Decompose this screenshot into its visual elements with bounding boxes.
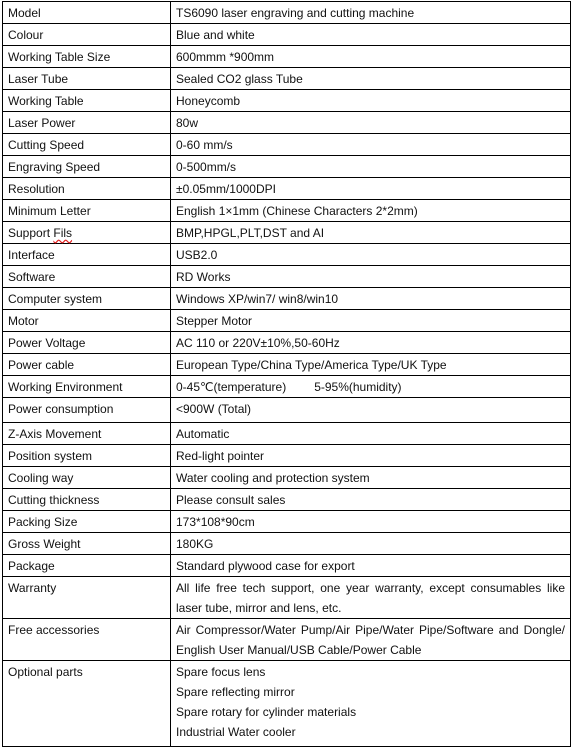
table-row: [3, 555, 571, 577]
table-row: [3, 332, 571, 354]
spec-label: Power consumption: [3, 398, 171, 423]
table-row: [3, 398, 571, 423]
spec-label: Colour: [3, 24, 171, 46]
spec-value: 173*108*90cm: [171, 511, 571, 533]
spec-label: Interface: [3, 244, 171, 266]
spec-label: Working Environment: [3, 376, 171, 398]
spec-label: Free accessories: [3, 619, 171, 661]
spec-label: Packing Size: [3, 511, 171, 533]
spec-label: Laser Power: [3, 112, 171, 134]
spec-value: Air Compressor/Water Pump/Air Pipe/Water Pipe/Software and Dongle/ English User Manual/USB Cable/Power Cable: [171, 619, 571, 661]
table-row: [3, 489, 571, 511]
spec-label: Working Table: [3, 90, 171, 112]
table-row: [3, 90, 571, 112]
table-row: [3, 310, 571, 332]
spec-value: 180KG: [171, 533, 571, 555]
spec-label: Cutting Speed: [3, 134, 171, 156]
spec-label: Software: [3, 266, 171, 288]
list-item: Industrial Water cooler: [176, 725, 296, 739]
spec-label: Cutting thickness: [3, 489, 171, 511]
spec-value: Blue and white: [171, 24, 571, 46]
table-row: [3, 354, 571, 376]
spec-value: [171, 661, 571, 747]
spec-value: AC 110 or 220V±10%,50-60Hz: [171, 332, 571, 354]
table-row: [3, 376, 571, 398]
table-row: [3, 533, 571, 555]
spec-value: [171, 376, 571, 398]
spec-value: ±0.05mm/1000DPI: [171, 178, 571, 200]
table-row: [3, 222, 571, 244]
spec-label: Power cable: [3, 354, 171, 376]
specification-table-body: [3, 2, 571, 747]
spec-value: Sealed CO2 glass Tube: [171, 68, 571, 90]
spec-label: Laser Tube: [3, 68, 171, 90]
table-row: [3, 24, 571, 46]
spec-value: Standard plywood case for export: [171, 555, 571, 577]
spec-value: Please consult sales: [171, 489, 571, 511]
spec-label-text: Support: [8, 226, 54, 240]
spec-value: Stepper Motor: [171, 310, 571, 332]
table-row: [3, 661, 571, 747]
spec-value: Automatic: [171, 423, 571, 445]
table-row: [3, 68, 571, 90]
table-row: [3, 134, 571, 156]
spec-value: USB2.0: [171, 244, 571, 266]
spec-label: Position system: [3, 445, 171, 467]
spec-label: Warranty: [3, 577, 171, 619]
spec-value: 80w: [171, 112, 571, 134]
table-row: [3, 467, 571, 489]
table-row: [3, 577, 571, 619]
spec-value: Windows XP/win7/ win8/win10: [171, 288, 571, 310]
table-row: [3, 156, 571, 178]
table-row: [3, 445, 571, 467]
spec-label: Power Voltage: [3, 332, 171, 354]
table-row: [3, 46, 571, 68]
temperature-value: 0-45℃(temperature): [176, 380, 287, 394]
spec-value: 0-500mm/s: [171, 156, 571, 178]
spec-label: Resolution: [3, 178, 171, 200]
spec-value: All life free tech support, one year warranty, except consumables like laser tube, mirror and lens, etc.: [171, 577, 571, 619]
table-row: [3, 178, 571, 200]
spec-value: Water cooling and protection system: [171, 467, 571, 489]
humidity-value: 5-95%(humidity): [314, 380, 402, 394]
specification-table: [2, 1, 571, 747]
spellcheck-marked-word: Fils: [53, 226, 73, 240]
spec-value: RD Works: [171, 266, 571, 288]
table-row: [3, 266, 571, 288]
spec-label: Minimum Letter: [3, 200, 171, 222]
spec-value: <900W (Total): [171, 398, 571, 423]
spec-label: Motor: [3, 310, 171, 332]
spec-value: Red-light pointer: [171, 445, 571, 467]
table-row: [3, 288, 571, 310]
list-item: Spare rotary for cylinder materials: [176, 705, 357, 719]
list-item: Spare focus lens: [176, 665, 266, 679]
table-row: [3, 2, 571, 24]
spec-label: Gross Weight: [3, 533, 171, 555]
table-row: [3, 423, 571, 445]
spec-value: European Type/China Type/America Type/UK Type: [171, 354, 571, 376]
table-row: [3, 511, 571, 533]
table-row: [3, 200, 571, 222]
table-row: [3, 244, 571, 266]
spec-value: 600mmm *900mm: [171, 46, 571, 68]
spec-value: BMP,HPGL,PLT,DST and AI: [171, 222, 571, 244]
spec-label: Package: [3, 555, 171, 577]
spec-value: English 1×1mm (Chinese Characters 2*2mm): [171, 200, 571, 222]
spec-label: Optional parts: [3, 661, 171, 747]
spec-label: Computer system: [3, 288, 171, 310]
spec-label: [3, 222, 171, 244]
spec-label: Engraving Speed: [3, 156, 171, 178]
spec-label: Cooling way: [3, 467, 171, 489]
table-row: [3, 619, 571, 661]
list-item: Spare reflecting mirror: [176, 685, 295, 699]
table-row: [3, 112, 571, 134]
spec-label: Z-Axis Movement: [3, 423, 171, 445]
spec-label: Working Table Size: [3, 46, 171, 68]
spec-value: 0-60 mm/s: [171, 134, 571, 156]
spec-label: Model: [3, 2, 171, 24]
spec-value: Honeycomb: [171, 90, 571, 112]
spec-value: TS6090 laser engraving and cutting machine: [171, 2, 571, 24]
